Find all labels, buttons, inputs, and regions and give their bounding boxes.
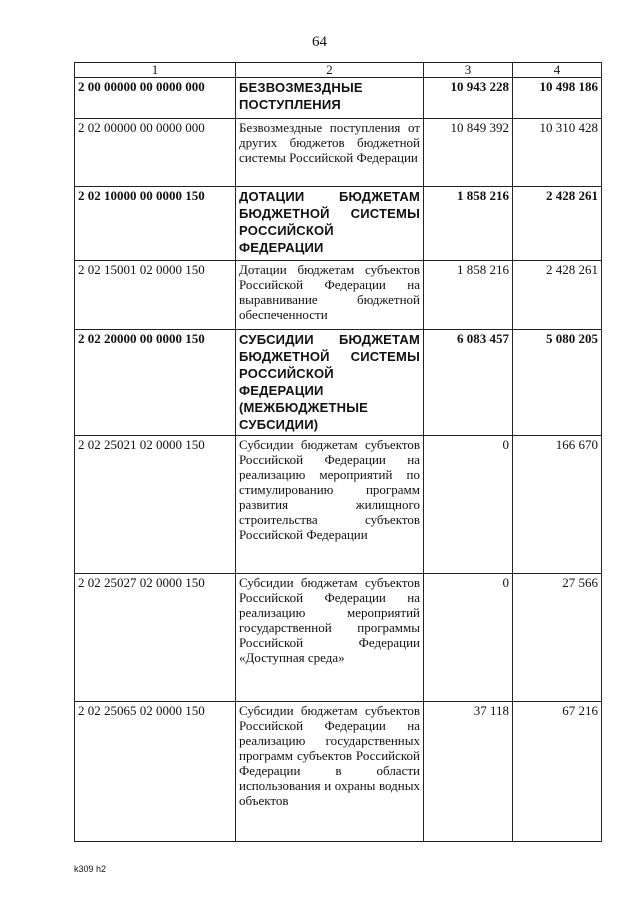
value-col4-cell: 67 216 xyxy=(513,702,602,842)
table-row xyxy=(75,330,602,436)
budget-code-cell: 2 02 00000 00 0000 000 xyxy=(75,119,236,187)
budget-code-cell: 2 02 10000 00 0000 150 xyxy=(75,187,236,261)
value-col3-cell: 1 858 216 xyxy=(424,187,513,261)
value-col3-cell: 6 083 457 xyxy=(424,330,513,436)
table-header-row xyxy=(75,63,602,78)
budget-code-cell: 2 02 15001 02 0000 150 xyxy=(75,261,236,330)
budget-code-cell: 2 02 20000 00 0000 150 xyxy=(75,330,236,436)
column-header: 4 xyxy=(513,63,602,78)
value-col4-cell: 166 670 xyxy=(513,436,602,574)
value-col3-cell: 37 118 xyxy=(424,702,513,842)
page-number: 64 xyxy=(312,34,327,50)
budget-name-cell: ДОТАЦИИ БЮДЖЕТАМ БЮДЖЕТНОЙ СИСТЕМЫ РОССИЙСКОЙ ФЕДЕРАЦИИ xyxy=(236,187,424,261)
table-row xyxy=(75,436,602,574)
value-col3-cell: 10 943 228 xyxy=(424,78,513,119)
table-row xyxy=(75,261,602,330)
value-col3-cell: 1 858 216 xyxy=(424,261,513,330)
budget-table xyxy=(74,62,602,842)
budget-code-cell: 2 00 00000 00 0000 000 xyxy=(75,78,236,119)
column-header: 3 xyxy=(424,63,513,78)
budget-name-cell: Субсидии бюджетам субъектов Российской Федерации на реализацию государственных программ субъектов Российской Федерации в области использования и охраны водных объектов xyxy=(236,702,424,842)
document-footer-code: k309 h2 xyxy=(74,864,107,874)
column-header: 2 xyxy=(236,63,424,78)
budget-name-cell: Безвозмездные поступления от других бюджетов бюджетной системы Российской Федерации xyxy=(236,119,424,187)
value-col3-cell: 0 xyxy=(424,436,513,574)
value-col4-cell: 10 310 428 xyxy=(513,119,602,187)
table-row xyxy=(75,78,602,119)
value-col4-cell: 5 080 205 xyxy=(513,330,602,436)
budget-code-cell: 2 02 25065 02 0000 150 xyxy=(75,702,236,842)
table-row xyxy=(75,187,602,261)
table-row xyxy=(75,574,602,702)
table-row xyxy=(75,119,602,187)
value-col3-cell: 0 xyxy=(424,574,513,702)
value-col4-cell: 10 498 186 xyxy=(513,78,602,119)
budget-name-cell: Субсидии бюджетам субъектов Российской Федерации на реализацию мероприятий государственной программы Российской Федерации «Доступная среда» xyxy=(236,574,424,702)
budget-name-cell: СУБСИДИИ БЮДЖЕТАМ БЮДЖЕТНОЙ СИСТЕМЫ РОССИЙСКОЙ ФЕДЕРАЦИИ (МЕЖБЮДЖЕТНЫЕ СУБСИДИИ) xyxy=(236,330,424,436)
value-col4-cell: 2 428 261 xyxy=(513,187,602,261)
value-col4-cell: 2 428 261 xyxy=(513,261,602,330)
value-col3-cell: 10 849 392 xyxy=(424,119,513,187)
value-col4-cell: 27 566 xyxy=(513,574,602,702)
table-row xyxy=(75,702,602,842)
budget-code-cell: 2 02 25027 02 0000 150 xyxy=(75,574,236,702)
budget-code-cell: 2 02 25021 02 0000 150 xyxy=(75,436,236,574)
budget-name-cell: Субсидии бюджетам субъектов Российской Федерации на реализацию мероприятий по стимулированию программ развития жилищного строительства субъектов Российской Федерации xyxy=(236,436,424,574)
column-header: 1 xyxy=(75,63,236,78)
budget-name-cell: Дотации бюджетам субъектов Российской Федерации на выравнивание бюджетной обеспеченности xyxy=(236,261,424,330)
budget-name-cell: БЕЗВОЗМЕЗДНЫЕ ПОСТУПЛЕНИЯ xyxy=(236,78,424,119)
